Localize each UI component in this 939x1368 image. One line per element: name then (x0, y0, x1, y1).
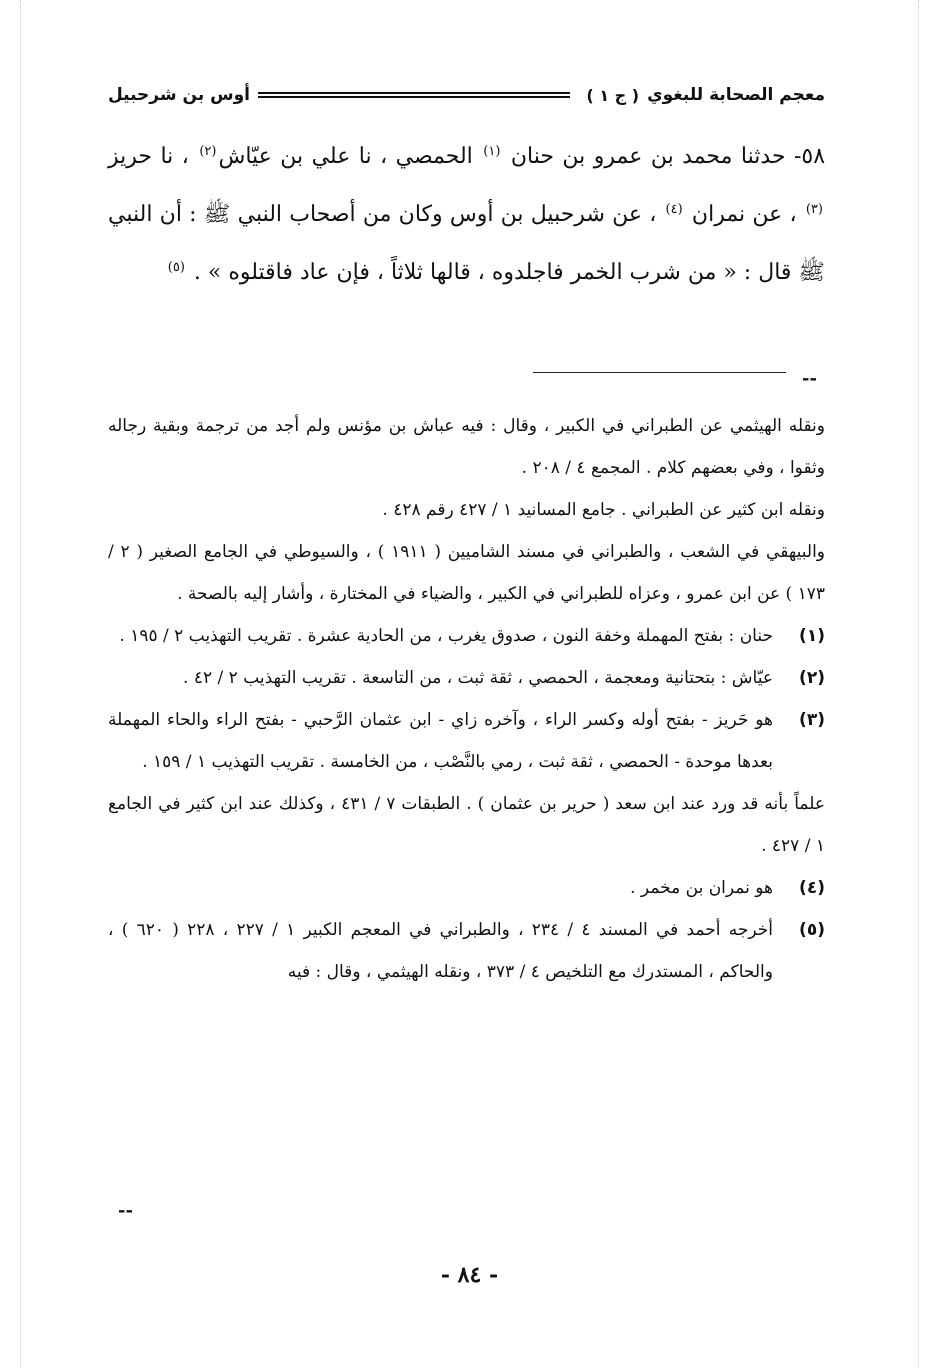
footnote-ref[interactable]: (٣) (805, 201, 823, 217)
footnote-continuation-paragraph: والبيهقي في الشعب ، والطبراني في مسند الشاميين ( ١٩١١ ) ، والسيوطي في الجامع الصغير ( ٢ / ١٧٣ ) عن ابن عمرو ، وعزاه للطبراني في الكبير ، والضياء في المختارة ، وأشار إليه بالصحة . (108, 542, 826, 604)
footnote-ref[interactable]: (٢) (199, 143, 217, 159)
footnote-text: هو نمران بن مخمر . (630, 878, 773, 898)
footnote-item (108, 909, 825, 993)
hadith-text-part: ، عن نمران (691, 202, 797, 227)
footnote-text: حنان : بفتح المهملة وخفة النون ، صدوق يغرب ، من الحادية عشرة . تقريب التهذيب ٢ / ١٩٥ . (119, 626, 773, 646)
footnote-marker: (١) (799, 626, 825, 646)
footnote-marker: (٤) (799, 878, 825, 898)
hadith-text-part: ، عن شرحبيل بن أوس وكان من أصحاب النبي ﷺ : أن النبي ﷺ قال : « من شرب الخمر فاجلدوه ، قالها ثلاثاً ، فإن عاد فاقتلوه » . (108, 202, 825, 285)
footnote-item (108, 657, 825, 699)
hadith-text-part: ، نا حريز (108, 144, 189, 169)
footnote-body (108, 909, 773, 993)
hadith-text (108, 128, 825, 302)
footnote-continuation-paragraph: ونقله ابن كثير عن الطبراني . جامع المسانيد ١ / ٤٢٧ رقم ٤٢٨ . (382, 500, 825, 520)
footnote-text: عيّاش : بتحتانية ومعجمة ، الحمصي ، ثقة ثبت ، من التاسعة . تقريب التهذيب ٢ / ٤٢ . (183, 668, 773, 688)
continuation-dash: -- (802, 368, 817, 389)
header-double-rule (258, 92, 570, 98)
header-section-name: أوس بن شرحبيل (108, 85, 250, 105)
footnote-item (108, 699, 825, 783)
footnote-continuation-paragraph: ونقله الهيثمي عن الطبراني في الكبير ، وقال : فيه عباش بن مؤنس ولم أجد من ترجمة وبقية رجاله وثقوا ، وفي بعضهم كلام . المجمع ٤ / ٢٠٨ . (108, 416, 825, 478)
footnote-text: أخرجه أحمد في المسند ٤ / ٢٣٤ ، والطبراني في المعجم الكبير ١ / ٢٢٧ ، ٢٢٨ ( ٦٢٠ ) ، والحاكم ، المستدرك مع التلخيص ٤ / ٣٧٣ ، ونقله الهيثمي ، وقال : فيه (108, 920, 773, 982)
footnote-ref[interactable]: (٤) (665, 201, 683, 217)
footnote-divider (533, 372, 786, 373)
header-volume: ( ج ١ ) (586, 85, 640, 105)
footnote-body (108, 867, 773, 909)
footnote-ref[interactable]: (١) (483, 143, 501, 159)
footnote-body (108, 699, 773, 783)
left-margin-scan-mark (20, 0, 21, 1368)
footnotes-section (108, 405, 825, 993)
footnote-marker: (٣) (799, 710, 825, 730)
footnote-body (108, 615, 773, 657)
hadith-text-part: الحمصي ، نا علي بن عيّاش (218, 144, 473, 169)
continuation-dash: -- (118, 1200, 133, 1221)
right-margin-scan-mark (918, 0, 919, 1368)
footnote-item (108, 867, 825, 909)
running-header (108, 78, 825, 112)
footnote-ref[interactable]: (٥) (167, 259, 185, 275)
footnote-text: هو حَريز - بفتح أوله وكسر الراء ، وآخره زاي - ابن عثمان الرَّحبي - بفتح الراء والحاء المهملة بعدها موحدة - الحمصي ، ثقة ثبت ، رمي بالنَّصْب ، من الخامسة . تقريب التهذيب ١ / ١٥٩ . (108, 710, 773, 772)
hadith-text-part: حدثنا محمد بن عمرو بن حنان (510, 144, 786, 169)
footnote-marker: (٥) (799, 920, 825, 940)
hadith-number: ٥٨- (793, 144, 826, 169)
page-number: - ٨٤ - (440, 1262, 499, 1288)
footnote-body (108, 657, 773, 699)
header-book-title: معجم الصحابة للبغوي (647, 85, 825, 105)
footnote-item (108, 615, 825, 657)
footnote-marker: (٢) (799, 668, 825, 688)
footnote-extra-paragraph: علماً بأنه قد ورد عند ابن سعد ( حرير بن عثمان ) . الطبقات ٧ / ٤٣١ ، وكذلك عند ابن كثير في الجامع ١ / ٤٢٧ . (108, 794, 825, 856)
